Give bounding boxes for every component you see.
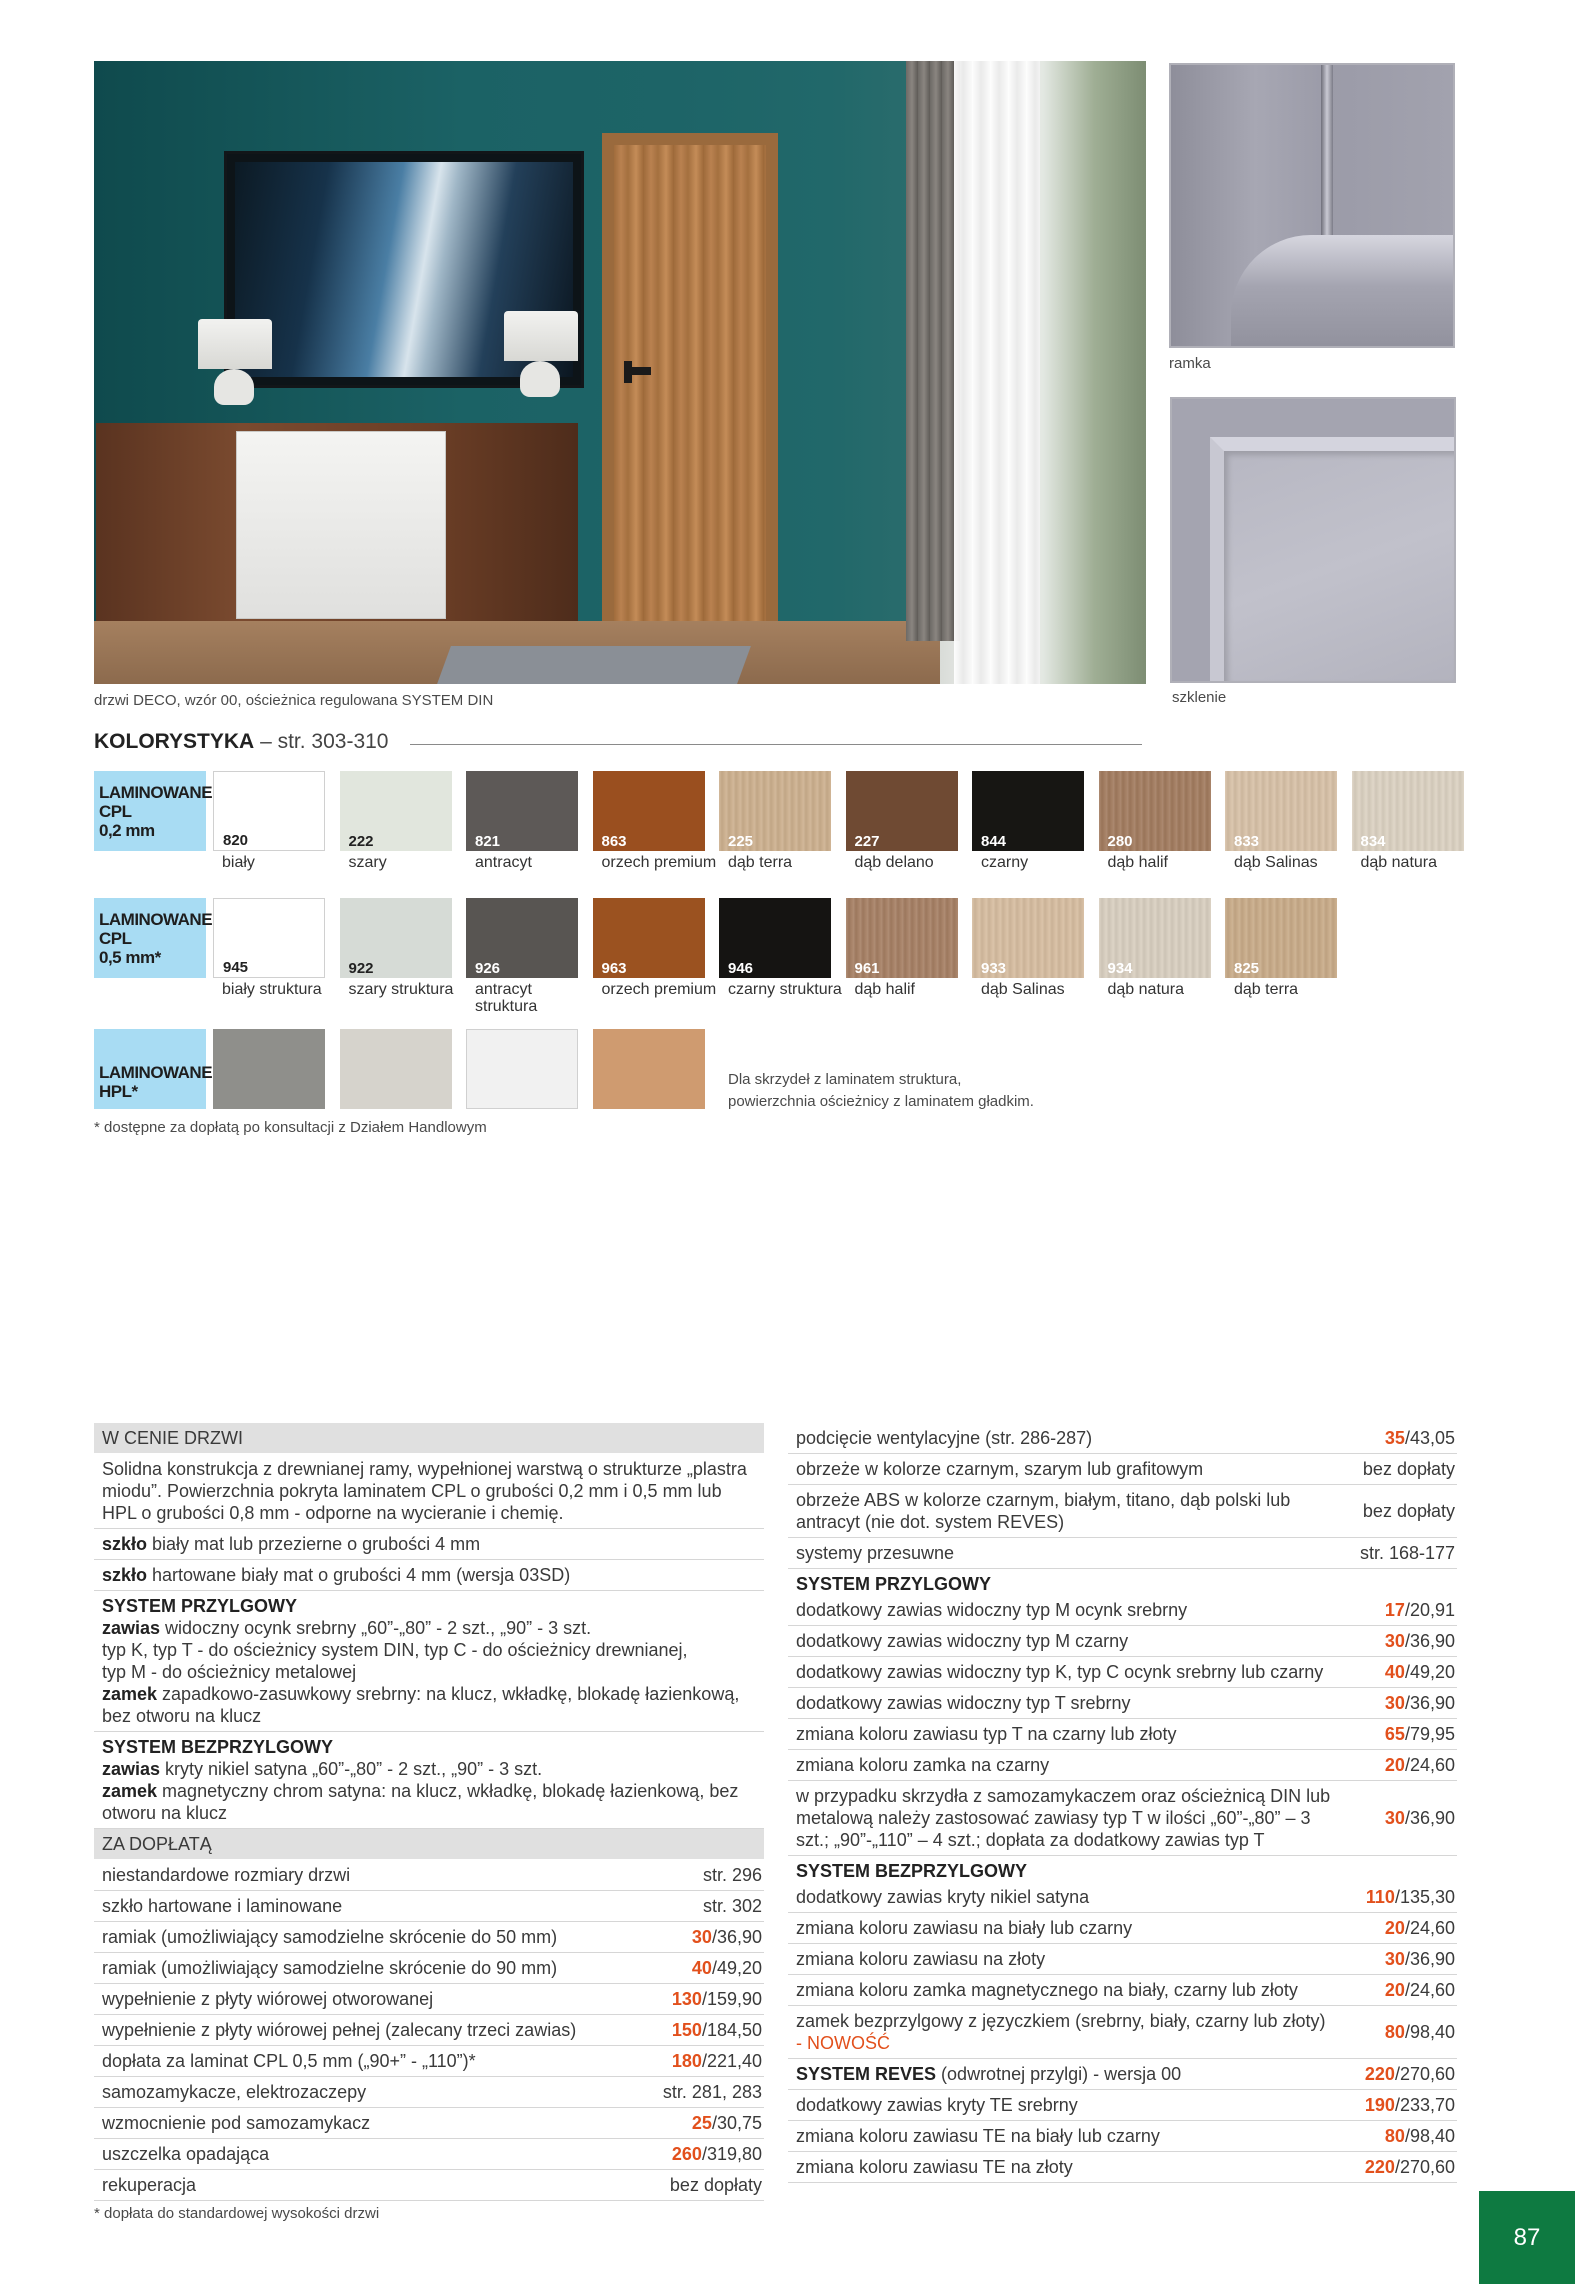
color-swatch (972, 771, 1084, 851)
row-label: niestandardowe rozmiary drzwi (102, 1865, 351, 1885)
table-row (788, 2152, 1457, 2183)
swatch-label: dąb natura (1107, 981, 1185, 998)
row-price: 110/135,30 (1365, 1887, 1455, 1907)
row-price: 30/36,90 (1384, 1631, 1455, 1651)
swatch-code: 945 (223, 959, 249, 976)
kolorystyka-footnote: * dostępne za dopłatą po konsultacji z Działem Handlowym (94, 1119, 487, 1136)
row-label: wzmocnienie pod samozamykacz (102, 2113, 371, 2133)
row-price: 30/36,90 (691, 1927, 762, 1947)
hero-caption: drzwi DECO, wzór 00, ościeżnica regulowana SYSTEM DIN (94, 692, 494, 709)
table-row (788, 1657, 1457, 1688)
swatch-label: dąb delano (854, 854, 934, 871)
table-row (94, 2077, 764, 2108)
row-label: zmiana koloru zamka magnetycznego na biały, czarny lub złoty (796, 1980, 1298, 2000)
swatch-code: 222 (348, 833, 374, 850)
section-title: SYSTEM BEZPRZYLGOWY (796, 1861, 1028, 1881)
swatch-label: biały (222, 854, 255, 871)
color-swatch (213, 1029, 325, 1109)
swatch-label: dąb Salinas (1234, 854, 1318, 871)
row-price: str. 302 (702, 1896, 762, 1916)
row-price: 35/43,05 (1384, 1428, 1455, 1448)
swatch-label: dąb halif (854, 981, 915, 998)
swatch-label: antracyt (475, 854, 532, 871)
right-price-table (788, 1423, 1457, 2183)
row-label: obrzeże w kolorze czarnym, szarym lub grafitowym (796, 1459, 1204, 1479)
row-label: dodatkowy zawias widoczny typ T srebrny (796, 1693, 1131, 1713)
color-swatch (846, 898, 958, 978)
table-row: szkło biały mat lub przezierne o grubości 4 mm (94, 1529, 764, 1560)
table-row (788, 1688, 1457, 1719)
row-price: 260/319,80 (671, 2144, 762, 2164)
row-price: 150/184,50 (671, 2020, 762, 2040)
row-label: ramiak (umożliwiający samodzielne skrócenie do 90 mm) (102, 1958, 558, 1978)
table-row (94, 1953, 764, 1984)
category-label: LAMINOWANE CPL 0,2 mm (94, 771, 206, 851)
row-price: 25/30,75 (691, 2113, 762, 2133)
row-price: 80/98,40 (1384, 2126, 1455, 2146)
swatch-label: dąb halif (1107, 854, 1168, 871)
table-row (788, 1538, 1457, 1569)
swatch-code: 934 (1107, 960, 1133, 977)
row-label: zmiana koloru zawiasu TE na złoty (796, 2157, 1073, 2177)
row-price: 220/270,60 (1364, 2064, 1455, 2084)
table-row (788, 1595, 1457, 1626)
row-price: 180/221,40 (671, 2051, 762, 2071)
table-row (788, 1626, 1457, 1657)
table-row (94, 2170, 764, 2201)
color-swatch (466, 771, 578, 851)
row-price: 30/36,90 (1384, 1949, 1455, 1969)
row-label: rekuperacja (102, 2175, 197, 2195)
row-label: systemy przesuwne (796, 1543, 955, 1563)
swatch-label: czarny (981, 854, 1029, 871)
table-row (788, 1750, 1457, 1781)
color-swatch (593, 898, 705, 978)
color-swatch (593, 1029, 705, 1109)
row-price: 65/79,95 (1384, 1724, 1455, 1744)
row-label: zmiana koloru zawiasu typ T na czarny lub złoty (796, 1724, 1177, 1744)
ramka-caption: ramka (1169, 355, 1211, 372)
row-label: zmiana koloru zamka na czarny (796, 1755, 1050, 1775)
category-label: LAMINOWANE HPL* (94, 1029, 206, 1109)
swatch-label: szary struktura (348, 981, 454, 998)
hero-photo (94, 61, 1146, 684)
swatch-code: 963 (601, 960, 627, 977)
swatch-code: 280 (1107, 833, 1133, 850)
row-label: dodatkowy zawias widoczny typ M czarny (796, 1631, 1129, 1651)
row-price: bez dopłaty (1362, 1501, 1455, 1521)
color-swatch (1225, 771, 1337, 851)
color-swatch (340, 898, 452, 978)
table-row (788, 2059, 1457, 2090)
row-price: 80/98,40 (1384, 2022, 1455, 2042)
table-row (94, 1922, 764, 1953)
swatch-label: dąb Salinas (981, 981, 1065, 998)
door-leaf (614, 145, 766, 621)
row-price: 30/36,90 (1384, 1808, 1455, 1828)
color-swatch (466, 898, 578, 978)
color-swatch (340, 1029, 452, 1109)
color-swatch (972, 898, 1084, 978)
row-label: dodatkowy zawias widoczny typ M ocynk srebrny (796, 1600, 1188, 1620)
color-swatch (213, 898, 325, 978)
swatch-label: dąb terra (728, 854, 793, 871)
swatch-code: 825 (1234, 960, 1260, 977)
row-price: 130/159,90 (671, 1989, 762, 2009)
row-price: 30/36,90 (1384, 1693, 1455, 1713)
row-price: str. 281, 283 (662, 2082, 762, 2102)
table-header: W CENIE DRZWI (94, 1423, 764, 1454)
row-label: dodatkowy zawias kryty TE srebrny (796, 2095, 1078, 2115)
row-price: bez dopłaty (669, 2175, 762, 2195)
left-table-footnote: * dopłata do standardowej wysokości drzwi (94, 2205, 380, 2222)
row-label: obrzeże ABS w kolorze czarnym, białym, titano, dąb polski lub antracyt (nie dot. system REVES) (796, 1490, 1291, 1532)
table-row (94, 2046, 764, 2077)
swatch-code: 834 (1360, 833, 1386, 850)
swatch-code: 844 (981, 833, 1007, 850)
swatch-code: 946 (728, 960, 754, 977)
swatch-code: 833 (1234, 833, 1260, 850)
swatch-label: czarny struktura (728, 981, 842, 998)
table-row (94, 2015, 764, 2046)
row-price: str. 296 (702, 1865, 762, 1885)
row-label: podcięcie wentylacyjne (str. 286-287) (796, 1428, 1093, 1448)
table-row (788, 2006, 1457, 2059)
table-row (788, 2121, 1457, 2152)
table-row (94, 1984, 764, 2015)
section-title: SYSTEM PRZYLGOWY (796, 1574, 992, 1594)
szklenie-photo (1170, 397, 1456, 683)
table-row (788, 1944, 1457, 1975)
row-label: zmiana koloru zawiasu TE na biały lub czarny (796, 2126, 1160, 2146)
table-row: szkło hartowane biały mat o grubości 4 mm (wersja 03SD) (94, 1560, 764, 1591)
swatch-label: antracyt struktura (475, 981, 538, 1015)
swatch-label: dąb natura (1360, 854, 1438, 871)
row-price: 220/270,60 (1364, 2157, 1455, 2177)
swatch-code: 961 (854, 960, 880, 977)
swatch-label: biały struktura (222, 981, 322, 998)
swatch-code: 863 (601, 833, 627, 850)
color-swatch (719, 771, 831, 851)
left-price-table (94, 1423, 764, 2201)
table-row (94, 2108, 764, 2139)
row-label: szkło hartowane i laminowane (102, 1896, 343, 1916)
table-row (788, 1719, 1457, 1750)
swatch-label: dąb terra (1234, 981, 1299, 998)
row-price: 20/24,60 (1384, 1918, 1455, 1938)
table-header: ZA DOPŁATĄ (94, 1829, 764, 1860)
row-price: 40/49,20 (691, 1958, 762, 1978)
row-label: dodatkowy zawias widoczny typ K, typ C ocynk srebrny lub czarny (796, 1662, 1324, 1682)
system-bezprzylgowy-block: SYSTEM BEZPRZYLGOWY zawias kryty nikiel satyna „60”-„80” - 2 szt., „90” - 3 szt. zamek magnetyczny chrom satyna: na klucz, wkładkę, blokadę łazienkową, bez otworu na klucz (94, 1732, 764, 1829)
row-label: wypełnienie z płyty wiórowej pełnej (zalecany trzeci zawias) (102, 2020, 577, 2040)
swatch-code: 933 (981, 960, 1007, 977)
color-swatch (340, 771, 452, 851)
table-row (788, 1781, 1457, 1856)
swatch-label: orzech premium (601, 854, 717, 871)
swatch-label: szary (348, 854, 387, 871)
row-price: 20/24,60 (1384, 1755, 1455, 1775)
description: Solidna konstrukcja z drewnianej ramy, wypełnionej warstwą o strukturze „plastra miodu”. Powierzchnia pokryta laminatem CPL o grubości 0,2 mm i 0,5 mm lub HPL o grubości 0,8 mm - odporne na wycieranie i chemię. (94, 1454, 764, 1529)
row-price: 40/49,20 (1384, 1662, 1455, 1682)
divider (410, 744, 1142, 745)
row-label: zmiana koloru zawiasu na złoty (796, 1949, 1046, 1969)
color-swatch (1352, 771, 1464, 851)
color-swatch (846, 771, 958, 851)
color-swatch (593, 771, 705, 851)
color-swatch (466, 1029, 578, 1109)
kolorystyka-title: KOLORYSTYKA – str. 303-310 (94, 730, 389, 753)
row-label: SYSTEM REVES (odwrotnej przylgi) - wersja 00 (796, 2064, 1182, 2084)
table-row (788, 1485, 1457, 1538)
table-row (788, 1975, 1457, 2006)
row-label: wypełnienie z płyty wiórowej otworowanej (102, 1989, 434, 2009)
page-number: 87 (1479, 2191, 1575, 2284)
row-label: uszczelka opadająca (102, 2144, 270, 2164)
swatch-code: 821 (475, 833, 501, 850)
category-label: LAMINOWANE CPL 0,5 mm* (94, 898, 206, 978)
hpl-note: Dla skrzydeł z laminatem struktura, powierzchnia ościeżnicy z laminatem gładkim. (728, 1071, 1034, 1110)
row-price: 20/24,60 (1384, 1980, 1455, 2000)
table-row (788, 1913, 1457, 1944)
table-row (94, 2139, 764, 2170)
table-row (788, 1454, 1457, 1485)
ramka-photo (1169, 63, 1455, 348)
color-swatch (719, 898, 831, 978)
row-label: w przypadku skrzydła z samozamykaczem oraz ościeżnicą DIN lub metalową należy zastosować zawiasy typ T w ilości „60”-„80” – 3 szt.; „90”-„110” – 4 szt.; dopłata za dodatkowy zawias typ T (796, 1786, 1331, 1850)
table-row (94, 1891, 764, 1922)
row-label: zmiana koloru zawiasu na biały lub czarny (796, 1918, 1133, 1938)
new-badge: - NOWOŚĆ (796, 2033, 890, 2053)
swatch-code: 820 (223, 832, 249, 849)
table-row (94, 1860, 764, 1891)
swatch-code: 225 (728, 833, 754, 850)
szklenie-caption: szklenie (1172, 689, 1227, 706)
row-label: dodatkowy zawias kryty nikiel satyna (796, 1887, 1090, 1907)
swatch-code: 926 (475, 960, 501, 977)
row-label: dopłata za laminat CPL 0,5 mm („90+” - „110”)* (102, 2051, 476, 2071)
color-swatch (1225, 898, 1337, 978)
table-row (788, 1423, 1457, 1454)
swatch-code: 922 (348, 960, 374, 977)
row-price: bez dopłaty (1362, 1459, 1455, 1479)
row-price: str. 168-177 (1359, 1543, 1455, 1563)
color-swatch (1099, 898, 1211, 978)
row-price: 190/233,70 (1364, 2095, 1455, 2115)
table-row (788, 2090, 1457, 2121)
row-label: zamek bezprzylgowy z języczkiem (srebrny, biały, czarny lub złoty) - NOWOŚĆ (796, 2011, 1326, 2053)
system-przylgowy-block: SYSTEM PRZYLGOWY zawias widoczny ocynk srebrny „60”-„80” - 2 szt., „90” - 3 szt. typ K, typ T - do ościeżnicy system DIN, typ C - do ościeżnicy drewnianej, typ M - do ościeżnicy metalowej zamek zapadkowo-zasuwkowy srebrny: na klucz, wkładkę, blokadę łazienkową, bez otworu na klucz (94, 1591, 764, 1732)
color-swatch (213, 771, 325, 851)
color-swatch (1099, 771, 1211, 851)
row-price: 17/20,91 (1384, 1600, 1455, 1620)
table-row (788, 1882, 1457, 1913)
row-label: ramiak (umożliwiający samodzielne skrócenie do 50 mm) (102, 1927, 558, 1947)
swatch-label: orzech premium (601, 981, 717, 998)
swatch-code: 227 (854, 833, 880, 850)
row-label: samozamykacze, elektrozaczepy (102, 2082, 367, 2102)
